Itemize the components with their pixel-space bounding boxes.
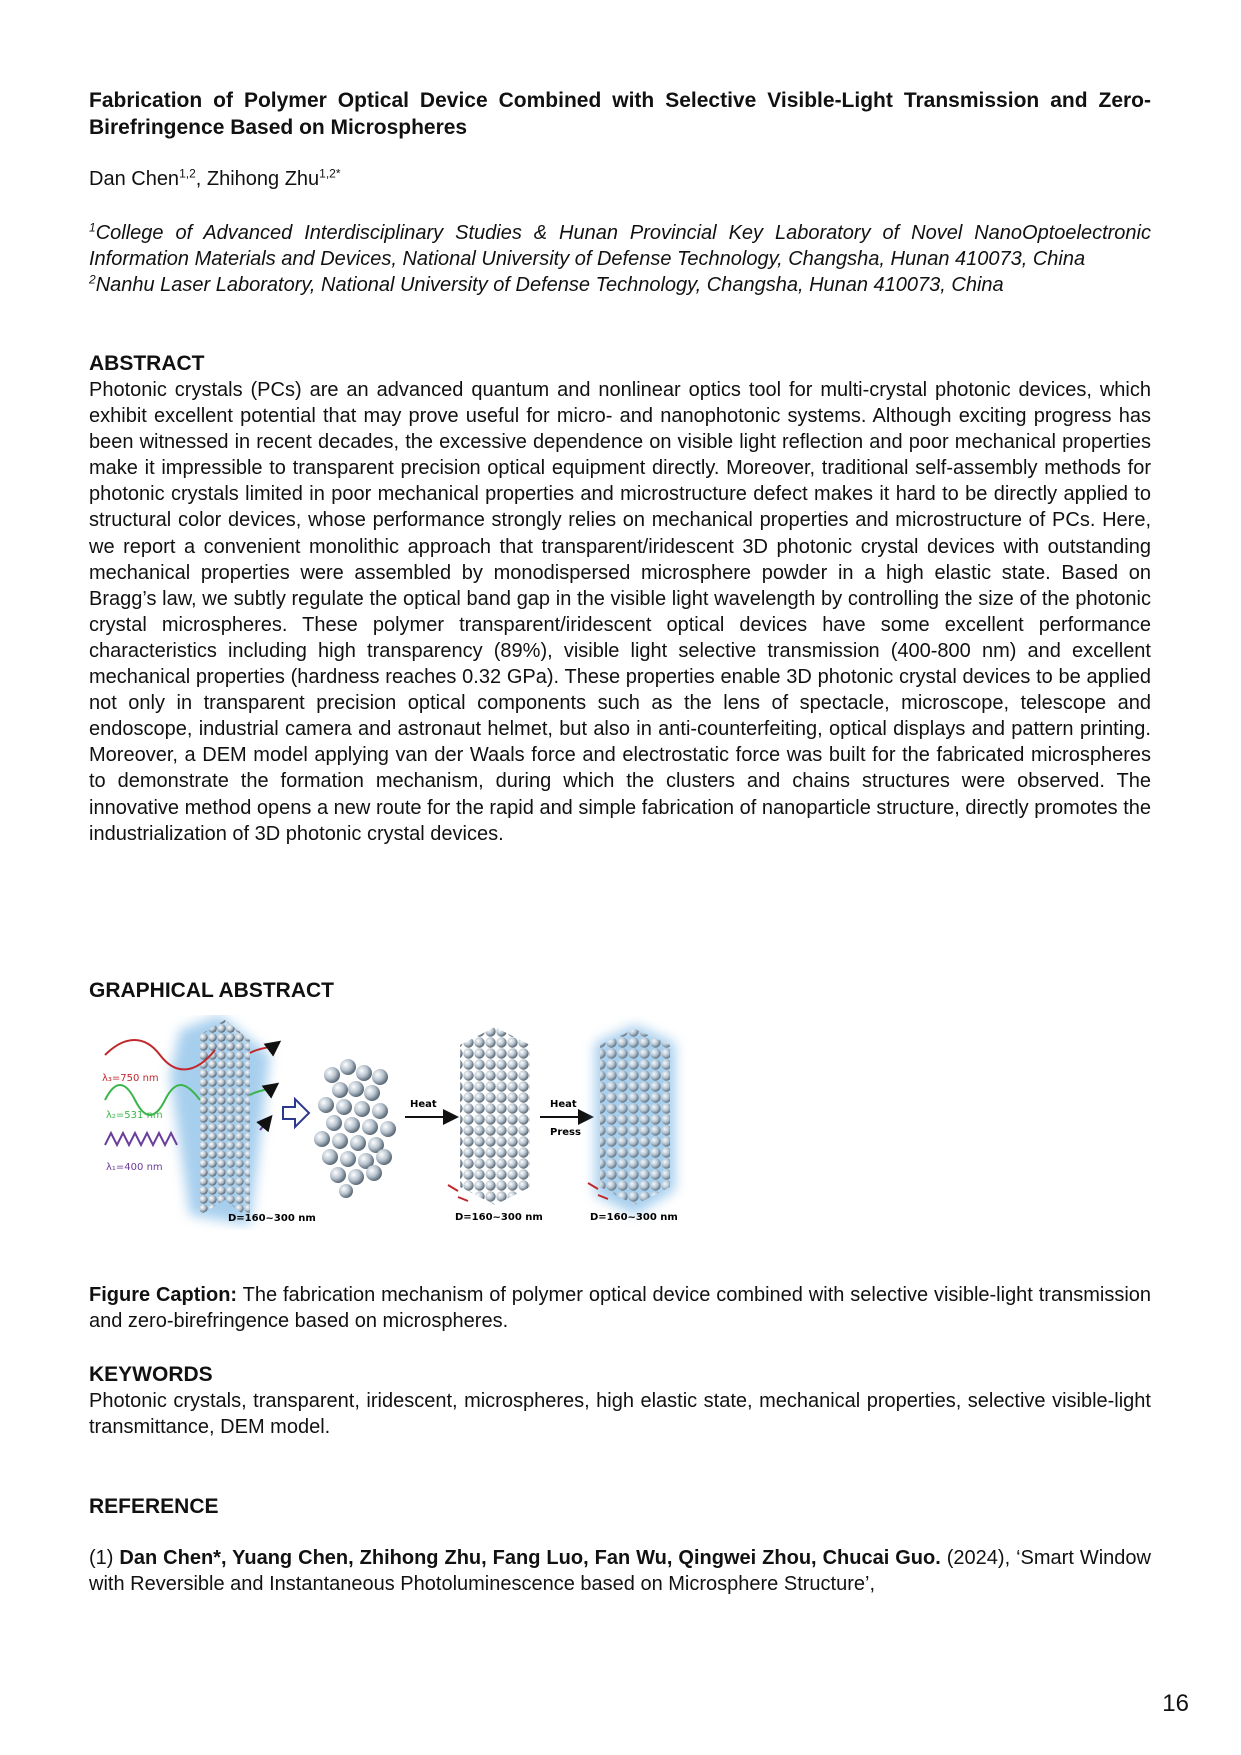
affiliations [89, 220, 1151, 298]
diameter-label-3: D=160~300 nm [590, 1212, 678, 1223]
author-name: Zhihong Zhu [206, 168, 320, 190]
abstract-text: Photonic crystals (PCs) are an advanced quantum and nonlinear optics tool for multi-crystal photonic devices, which exhibit excellent potential that may prove useful for micro- and nanophotonic systems. Although exciting progress has been witnessed in recent decades, the excessive dependence on visible light reflection and poor mechanical properties make it impressible to transparent precision optical equipment directly. Moreover, traditional self-assembly methods for photonic crystals limited in poor mechanical properties and microstructure defect makes it hard to be directly applied to structural color devices, whose performance strongly relies on mechanical properties and microstructure of PCs. Here, we report a convenient monolithic approach that transparent/iridescent 3D photonic crystal devices with outstanding mechanical properties were assembled by monodispersed microsphere powder in a high elastic state. Based on Bragg’s law, we subtly regulate the optical band gap in the visible light wavelength by controlling the size of the photonic crystal microspheres. These polymer transparent/iridescent optical devices have some excellent performance characteristics including high transparency (89%), visible light selective transmission (400-800 nm) and excellent mechanical properties (hardness reaches 0.32 GPa). These properties enable 3D photonic crystal devices to be applied not only in transparent precision optical components such as the lens of spectacle, microscope, telescope and endoscope, industrial camera and astronaut helmet, but also in anti-counterfeiting, optical displays and pattern printing. Moreover, a DEM model applying van der Waals force and electrostatic force was built for the fabricated microspheres to demonstrate the formation mechanism, during which the clusters and chains structures were observed. The innovative method opens a new route for the rapid and simple fabrication of nanoparticle structure, directly promotes the industrialization of 3D photonic crystal devices. [89, 379, 1151, 845]
author-affiliation-sup: 1,2* [319, 166, 341, 181]
affiliation-sup: 1 [89, 220, 96, 235]
affiliation-sup: 2 [89, 272, 96, 287]
wave-label-400: λ₁=400 nm [106, 1162, 163, 1173]
keywords-text: Photonic crystals, transparent, iridescent, microspheres, high elastic state, mechanical properties, selective visible-light transmittance, DEM model. [89, 1390, 1151, 1438]
paper-title: Fabrication of Polymer Optical Device Combined with Selective Visible-Light Transmission and Zero-Birefringence Based on Microspheres [89, 89, 1151, 139]
diameter-label-2: D=160~300 nm [455, 1212, 543, 1223]
affiliation-text: Nanhu Laser Laboratory, National University of Defense Technology, Changsha, Hunan 410073, China [95, 274, 1004, 296]
purple-wave [105, 1133, 177, 1145]
caption-label: Figure Caption: [89, 1284, 238, 1306]
affiliation-1 [89, 220, 1151, 272]
photonic-crystal-slab [170, 1015, 270, 1225]
ordered-crystal [448, 1027, 530, 1205]
reference-number: (1) [89, 1547, 120, 1569]
abstract-heading: ABSTRACT [89, 352, 205, 375]
figure-caption [89, 1282, 1151, 1334]
reference-details: (2024), ‘Smart Window with Reversible and Instantaneous Photoluminescence based on Microsphere Structure’, [89, 1547, 1151, 1595]
caption-text: The fabrication mechanism of polymer optical device combined with selective visible-light transmission and zero-birefringence based on microspheres. [89, 1284, 1152, 1332]
graphical-abstract-figure [100, 1015, 780, 1230]
wave-label-531: λ₂=531 nm [106, 1110, 163, 1121]
author-separator: , [195, 168, 207, 190]
transparent-crystal [588, 1025, 675, 1215]
author-affiliation-sup: 1,2 [179, 166, 196, 181]
heat-label: Heat [410, 1099, 437, 1110]
keywords-heading: KEYWORDS [89, 1363, 213, 1386]
press-label: Press [550, 1127, 581, 1138]
author-list [89, 166, 1151, 192]
reference-heading: REFERENCE [89, 1495, 219, 1518]
affiliation-2 [89, 272, 1151, 298]
microsphere-cluster [314, 1059, 396, 1198]
reference-item [89, 1545, 1151, 1597]
hollow-arrow-icon [283, 1099, 309, 1127]
diameter-label-1: D=160~300 nm [228, 1213, 316, 1224]
graphical-abstract-heading: GRAPHICAL ABSTRACT [89, 979, 334, 1002]
page-number: 16 [1162, 1690, 1189, 1717]
reference-authors: Dan Chen*, Yuang Chen, Zhihong Zhu, Fang Luo, Fan Wu, Qingwei Zhou, Chucai Guo. [119, 1547, 941, 1569]
heat-label-2: Heat [550, 1099, 577, 1110]
affiliation-text: College of Advanced Interdisciplinary Studies & Hunan Provincial Key Laboratory of Novel NanoOptoelectronic Information Materials and Devices, National University of Defense Technology, Changsha, Hunan 410073, China [89, 222, 1151, 270]
wave-label-750: λ₃=750 nm [102, 1073, 159, 1084]
author-name: Dan Chen [89, 168, 180, 190]
